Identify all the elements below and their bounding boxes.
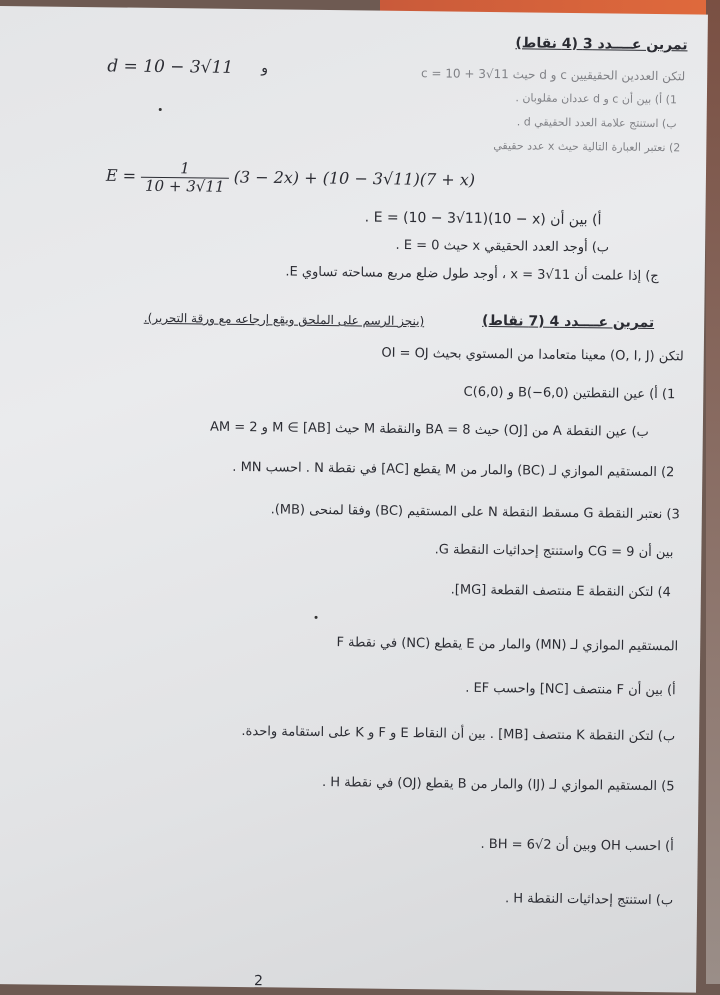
ex4-question-5b: ب) استنتج إحداثيات النقطة H . (504, 891, 674, 909)
E-expression-rest: (3 − 2x) + (10 − 3√11)(7 + x) (233, 167, 476, 190)
ex4-question-4a: أ) بين أن F منتصف [NC] واحسب EF . (465, 680, 676, 699)
ex3-question-2c: ج) إذا علمت أن x = 3√11 ، أوجد طول ضلع مربع مساحته تساوي E. (285, 264, 659, 285)
exercise-4-title: تمرين عــــدد 4 (7 نقاط) (481, 312, 655, 332)
desk-background-right (706, 0, 720, 984)
page-number: 2 (254, 973, 264, 990)
ink-dot (315, 616, 318, 619)
ex4-question-3b: بين أن CG = 9 واستنتج إحداثيات النقطة G. (434, 542, 674, 561)
separator-and: و (261, 60, 269, 77)
ex3-question-2: 2) نعتبر العبارة التالية حيث x عدد حقيقي (493, 139, 681, 155)
ex4-question-4b: ب) لتكن النقطة K منتصف [MB] . بين أن النقاط E و F و K على استقامة واحدة. (241, 724, 676, 745)
E-prefix: E = (105, 165, 137, 186)
E-expression (106, 159, 476, 198)
ex4-question-4-line: المستقيم الموازي لـ (MN) والمار من E يقطع (NC) في نقطة F (336, 635, 679, 655)
exercise-3-title: تمرين عــــدد 3 (4 نقاط) (515, 35, 688, 54)
exam-sheet (0, 6, 708, 993)
E-fraction-numerator: 1 (141, 160, 229, 179)
ink-dot (159, 108, 162, 111)
ex4-question-1a: 1) أ) عين النقطتين B(−6,0) و C(6,0) (463, 384, 676, 403)
ex4-question-4: 4) لتكن النقطة E منتصف القطعة [MG]. (450, 582, 671, 601)
ex4-question-1b: ب) عين النقطة A من [OJ) حيث BA = 8 والنقطة M حيث M ∈ [AB] و AM = 2 (209, 419, 649, 440)
exercise-3-intro: لتكن العددين الحقيقيين c و d حيث c = 10 + 3√11 (420, 66, 686, 84)
ex3-question-2b: ب) أوجد العدد الحقيقي x حيث E = 0 . (395, 237, 610, 256)
ex4-question-2: 2) المستقيم الموازي لـ (BC) والمار من M يقطع [AC] في نقطة N . احسب MN . (232, 459, 675, 481)
E-fraction-denominator: 10 + 3√11 (144, 176, 225, 196)
ex4-question-5: 5) المستقيم الموازي لـ (IJ) والمار من B يقطع (OJ) في نقطة H . (321, 774, 675, 795)
d-definition: d = 10 − 3√11 (107, 56, 234, 78)
ex3-question-1a: 1) أ) بين أن c و d عددان مقلوبان . (515, 91, 677, 107)
ex3-question-2a: أ) بين أن E = (10 − 3√11)(10 − x) . (364, 209, 602, 229)
exercise-4-drawing-note: (ينجز الرسم على الملحق ويقع إرجاعه مع ورقة التحرير). (143, 310, 425, 329)
ex4-question-5a: أ) احسب OH وبين أن BH = 6√2 . (480, 836, 674, 855)
ex4-intro: لتكن (O, I, J) معينا متعامدا من المستوي بحيث OI = OJ (381, 345, 684, 365)
ex4-question-3: 3) نعتبر النقطة G مسقط النقطة N على المستقيم (BC) وفقا لمنحى (MB). (270, 502, 680, 523)
ex3-question-1b: ب) استنتج علامة العدد الحقيقي d . (516, 115, 677, 131)
E-fraction (141, 160, 229, 195)
